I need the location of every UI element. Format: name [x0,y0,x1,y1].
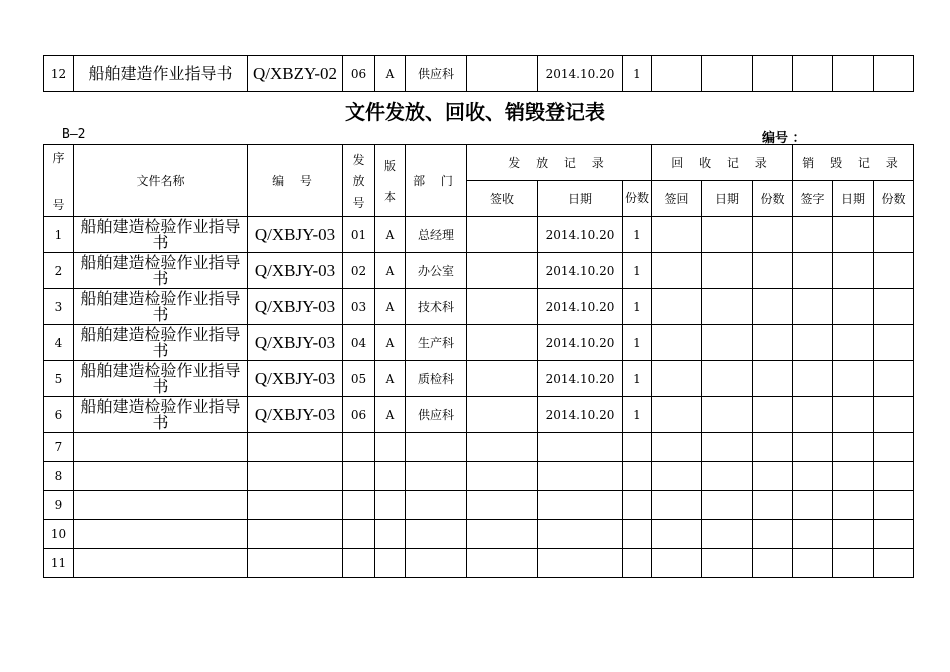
empty-cell[interactable] [793,491,833,520]
document-code: Q/XBJY-03 [248,397,343,433]
destroy-date-header: 日期 [833,181,874,217]
return-copies-cell[interactable] [753,56,793,92]
issue-number-header-char-2: 放 [352,174,365,188]
issue-date: 2014.10.20 [538,56,623,92]
empty-cell[interactable] [833,462,874,491]
empty-cell[interactable] [467,462,538,491]
return-copies-cell[interactable] [753,289,793,325]
empty-cell[interactable] [406,491,467,520]
document-code: Q/XBZY-02 [248,56,343,92]
empty-cell[interactable] [874,549,914,578]
table-row [44,549,914,578]
sign-receive-cell[interactable] [467,361,538,397]
empty-cell[interactable] [538,491,623,520]
return-copies-cell[interactable] [753,397,793,433]
empty-cell[interactable] [406,520,467,549]
empty-cell[interactable] [652,491,702,520]
empty-cell[interactable] [343,433,375,462]
empty-cell[interactable] [623,520,652,549]
table-row [44,462,914,491]
issue-copies: 1 [623,56,652,92]
issue-copies: 1 [623,397,652,433]
issue-number: 03 [343,289,375,325]
return-copies-cell[interactable] [753,325,793,361]
empty-cell[interactable] [702,462,753,491]
issue-date: 2014.10.20 [538,397,623,433]
destroy-copies-cell[interactable] [874,397,914,433]
row-number: 12 [44,56,74,92]
empty-cell[interactable] [833,491,874,520]
destroy-date-cell[interactable] [833,325,874,361]
empty-cell[interactable] [375,520,406,549]
empty-cell[interactable] [467,549,538,578]
empty-cell[interactable] [833,549,874,578]
empty-cell[interactable] [248,462,343,491]
issue-number: 06 [343,56,375,92]
empty-cell[interactable] [623,462,652,491]
destroy-copies-cell[interactable] [874,56,914,92]
issue-date: 2014.10.20 [538,217,623,253]
empty-cell[interactable] [623,491,652,520]
destroy-date-cell[interactable] [833,217,874,253]
return-copies-header: 份数 [753,181,793,217]
empty-cell[interactable] [623,433,652,462]
empty-cell[interactable] [248,433,343,462]
destroy-sign-cell[interactable] [793,361,833,397]
sign-receive-cell[interactable] [467,325,538,361]
destroy-sign-cell[interactable] [793,217,833,253]
row-number: 8 [44,462,74,491]
sign-return-cell[interactable] [652,253,702,289]
row-number: 1 [44,217,74,253]
return-date-cell[interactable] [702,56,753,92]
sign-return-cell[interactable] [652,325,702,361]
issue-number-header-char-1: 发 [352,152,365,167]
seq-header-top: 序 [52,150,65,165]
return-copies-cell[interactable] [753,361,793,397]
table-row [44,520,914,549]
document-code: Q/XBJY-03 [248,289,343,325]
return-date-cell[interactable] [702,361,753,397]
department: 供应科 [406,397,467,433]
empty-cell[interactable] [74,433,248,462]
destroy-sign-cell[interactable] [793,325,833,361]
empty-cell[interactable] [538,462,623,491]
recall-record-header: 回 收 记 录 [652,145,793,181]
row-number: 7 [44,433,74,462]
destroy-date-cell[interactable] [833,361,874,397]
empty-cell[interactable] [793,520,833,549]
table-row [44,289,914,325]
return-date-cell[interactable] [702,397,753,433]
version: A [375,397,406,433]
sign-receive-header: 签收 [467,181,538,217]
registration-table [43,144,914,578]
document-name: 船舶建造检验作业指导书 [74,253,248,289]
destroy-date-cell[interactable] [833,253,874,289]
row-number: 6 [44,397,74,433]
row-number: 5 [44,361,74,397]
doc-name-header: 文件名称 [74,145,248,217]
empty-cell[interactable] [343,491,375,520]
destroy-sign-cell[interactable] [793,56,833,92]
empty-cell[interactable] [833,433,874,462]
document-code: Q/XBJY-03 [248,217,343,253]
table-row [44,253,914,289]
sign-receive-cell[interactable] [467,397,538,433]
issue-number: 04 [343,325,375,361]
return-date-cell[interactable] [702,325,753,361]
document-name: 船舶建造检验作业指导书 [74,361,248,397]
empty-cell[interactable] [702,520,753,549]
empty-cell[interactable] [702,433,753,462]
destroy-sign-cell[interactable] [793,289,833,325]
previous-page-row-table [43,55,914,92]
empty-cell[interactable] [702,549,753,578]
destroy-copies-cell[interactable] [874,361,914,397]
department: 生产科 [406,325,467,361]
version-header-char-1: 版 [383,158,396,173]
empty-cell[interactable] [753,549,793,578]
empty-cell[interactable] [874,433,914,462]
row-number: 10 [44,520,74,549]
code-header: 编 号 [248,145,343,217]
return-date-cell[interactable] [702,289,753,325]
empty-cell[interactable] [375,433,406,462]
destroy-date-cell[interactable] [833,289,874,325]
empty-cell[interactable] [753,433,793,462]
seq-header [44,145,74,217]
empty-cell[interactable] [74,462,248,491]
version: A [375,56,406,92]
document-code: Q/XBJY-03 [248,361,343,397]
empty-cell[interactable] [753,462,793,491]
issue-date: 2014.10.20 [538,361,623,397]
empty-cell[interactable] [74,549,248,578]
department: 供应科 [406,56,467,92]
empty-cell[interactable] [248,520,343,549]
empty-cell[interactable] [793,462,833,491]
empty-cell[interactable] [467,433,538,462]
version: A [375,217,406,253]
issue-record-header: 发 放 记 录 [467,145,652,181]
destroy-sign-cell[interactable] [793,253,833,289]
empty-cell[interactable] [467,491,538,520]
return-date-cell[interactable] [702,217,753,253]
version-header [375,145,406,217]
empty-cell[interactable] [652,433,702,462]
empty-cell[interactable] [74,491,248,520]
seq-header-bottom: 号 [52,197,65,212]
destroy-sign-header: 签字 [793,181,833,217]
empty-cell[interactable] [793,549,833,578]
table-row [44,56,914,92]
destroy-date-cell[interactable] [833,397,874,433]
version: A [375,361,406,397]
destroy-copies-header: 份数 [874,181,914,217]
empty-cell[interactable] [248,491,343,520]
issue-copies: 1 [623,325,652,361]
empty-cell[interactable] [406,462,467,491]
document-code: Q/XBJY-03 [248,253,343,289]
form-code: B—2 [62,127,86,142]
table-row [44,433,914,462]
empty-cell[interactable] [406,549,467,578]
destroy-record-header: 销 毁 记 录 [793,145,914,181]
issue-date-header: 日期 [538,181,623,217]
version: A [375,253,406,289]
department: 质检科 [406,361,467,397]
serial-number-label: 编号 ： [762,131,806,146]
destroy-date-cell[interactable] [833,56,874,92]
row-number: 9 [44,491,74,520]
sign-return-cell[interactable] [652,289,702,325]
empty-cell[interactable] [652,462,702,491]
table-row [44,491,914,520]
return-copies-cell[interactable] [753,217,793,253]
empty-cell[interactable] [753,520,793,549]
issue-number: 06 [343,397,375,433]
empty-cell[interactable] [874,462,914,491]
empty-cell[interactable] [538,433,623,462]
empty-cell[interactable] [833,520,874,549]
issue-number: 02 [343,253,375,289]
sign-return-cell[interactable] [652,217,702,253]
sign-return-cell[interactable] [652,56,702,92]
row-number: 4 [44,325,74,361]
empty-cell[interactable] [538,549,623,578]
header-row [44,145,914,181]
issue-date: 2014.10.20 [538,325,623,361]
row-number: 2 [44,253,74,289]
issue-copies: 1 [623,361,652,397]
document-name: 船舶建造检验作业指导书 [74,325,248,361]
empty-cell[interactable] [538,520,623,549]
table-row [44,361,914,397]
destroy-sign-cell[interactable] [793,397,833,433]
table-row [44,325,914,361]
empty-cell[interactable] [343,520,375,549]
sign-receive-cell[interactable] [467,217,538,253]
empty-cell[interactable] [793,433,833,462]
table-row [44,397,914,433]
sign-return-cell[interactable] [652,361,702,397]
department: 总经理 [406,217,467,253]
empty-cell[interactable] [74,520,248,549]
destroy-copies-cell[interactable] [874,217,914,253]
empty-cell[interactable] [343,549,375,578]
data-rows [44,217,914,433]
issue-copies: 1 [623,289,652,325]
empty-rows [44,433,914,578]
department: 技术科 [406,289,467,325]
empty-cell[interactable] [652,549,702,578]
empty-cell[interactable] [467,520,538,549]
issue-number-header [343,145,375,217]
empty-cell[interactable] [623,549,652,578]
empty-cell[interactable] [652,520,702,549]
return-date-header: 日期 [702,181,753,217]
department-header: 部 门 [406,145,467,217]
issue-number: 05 [343,361,375,397]
empty-cell[interactable] [406,433,467,462]
issue-copies: 1 [623,253,652,289]
issue-number-header-char-3: 号 [352,195,365,210]
issue-date: 2014.10.20 [538,289,623,325]
document-name: 船舶建造作业指导书 [74,56,248,92]
destroy-copies-cell[interactable] [874,325,914,361]
document-name: 船舶建造检验作业指导书 [74,397,248,433]
row-number: 3 [44,289,74,325]
row-number: 11 [44,549,74,578]
destroy-copies-cell[interactable] [874,253,914,289]
department: 办公室 [406,253,467,289]
document-name: 船舶建造检验作业指导书 [74,217,248,253]
empty-cell[interactable] [248,549,343,578]
empty-cell[interactable] [874,520,914,549]
sign-return-cell[interactable] [652,397,702,433]
empty-cell[interactable] [343,462,375,491]
version: A [375,325,406,361]
page-title: 文件发放、回收、销毁登记表 [345,100,605,124]
sign-receive-cell[interactable] [467,253,538,289]
empty-cell[interactable] [375,462,406,491]
document-code: Q/XBJY-03 [248,325,343,361]
table-row [44,217,914,253]
destroy-copies-cell[interactable] [874,289,914,325]
empty-cell[interactable] [753,491,793,520]
issue-copies-header: 份数 [623,181,652,217]
document-name: 船舶建造检验作业指导书 [74,289,248,325]
sign-receive-cell[interactable] [467,289,538,325]
version-header-char-2: 本 [383,189,396,204]
issue-date: 2014.10.20 [538,253,623,289]
sign-receive-cell[interactable] [467,56,538,92]
return-copies-cell[interactable] [753,253,793,289]
sign-return-header: 签回 [652,181,702,217]
issue-number: 01 [343,217,375,253]
empty-cell[interactable] [375,491,406,520]
empty-cell[interactable] [702,491,753,520]
issue-copies: 1 [623,217,652,253]
version: A [375,289,406,325]
return-date-cell[interactable] [702,253,753,289]
empty-cell[interactable] [375,549,406,578]
empty-cell[interactable] [874,491,914,520]
